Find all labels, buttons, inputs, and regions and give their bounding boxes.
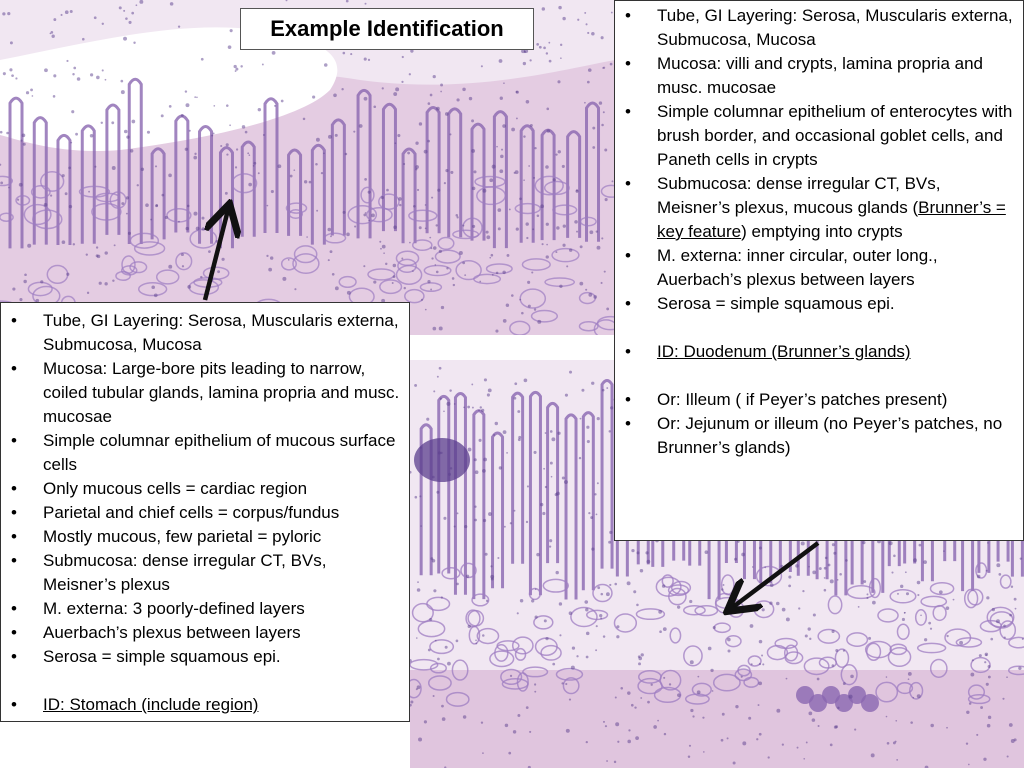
duodenum-id-bullet: [619, 340, 1017, 364]
stomach-bullet: • Parietal and chief cells = corpus/fundus: [5, 501, 401, 525]
histology-image-stomach: [0, 0, 615, 335]
duodenum-bullet: • Mucosa: villi and crypts, lamina propria and musc. mucosae: [619, 52, 1017, 100]
duodenum-bullet: • Simple columnar epithelium of enterocytes with brush border, and occasional goblet cells, and Paneth cells in crypts: [619, 100, 1017, 172]
stomach-bullet: • M. externa: 3 poorly-defined layers: [5, 597, 401, 621]
stomach-bullet: • Only mucous cells = cardiac region: [5, 477, 401, 501]
stomach-bullet: • Tube, GI Layering: Serosa, Muscularis externa, Submucosa, Mucosa: [5, 309, 401, 357]
duodenum-alternative-bullet: • Or: Illeum ( if Peyer’s patches present): [619, 388, 1017, 412]
stomach-bullet: • Serosa = simple squamous epi.: [5, 645, 401, 669]
duodenum-description-box: [614, 0, 1024, 541]
duodenum-bullet: • Serosa = simple squamous epi.: [619, 292, 1017, 316]
duodenum-id-answer: ID: Duodenum (Brunner’s glands): [657, 342, 911, 361]
stomach-id-bullet: [5, 693, 401, 717]
stomach-bullet: • Submucosa: dense irregular CT, BVs, Meisner’s plexus: [5, 549, 401, 597]
duodenum-submucosa-bullet: [619, 172, 1017, 244]
stomach-bullet-list: [5, 309, 401, 717]
stomach-bullet: • Mucosa: Large-bore pits leading to narrow, coiled tubular glands, lamina propria and musc. mucosae: [5, 357, 401, 429]
stomach-bullet: • Auerbach’s plexus between layers: [5, 621, 401, 645]
stomach-bullet: • Simple columnar epithelium of mucous surface cells: [5, 429, 401, 477]
slide-title: Example Identification: [240, 8, 534, 50]
submucosa-text-end: ) emptying into crypts: [741, 222, 903, 241]
duodenum-bullet: • M. externa: inner circular, outer long., Auerbach’s plexus between layers: [619, 244, 1017, 292]
submucosa-text: Submucosa: dense irregular CT, BVs, Meisner’s plexus, mucous glands (: [657, 174, 941, 217]
stomach-id-answer: ID: Stomach (include region): [43, 695, 259, 714]
brunners-key-feature: Brunner’s = key feature: [657, 198, 1006, 241]
duodenum-alternative-bullet: • Or: Jejunum or illeum (no Peyer’s patches, no Brunner’s glands): [619, 412, 1017, 460]
stomach-description-box: [0, 302, 410, 722]
stomach-bullet: • Mostly mucous, few parietal = pyloric: [5, 525, 401, 549]
duodenum-bullet: • Tube, GI Layering: Serosa, Muscularis externa, Submucosa, Mucosa: [619, 4, 1017, 52]
duodenum-bullet-list: [619, 4, 1017, 460]
